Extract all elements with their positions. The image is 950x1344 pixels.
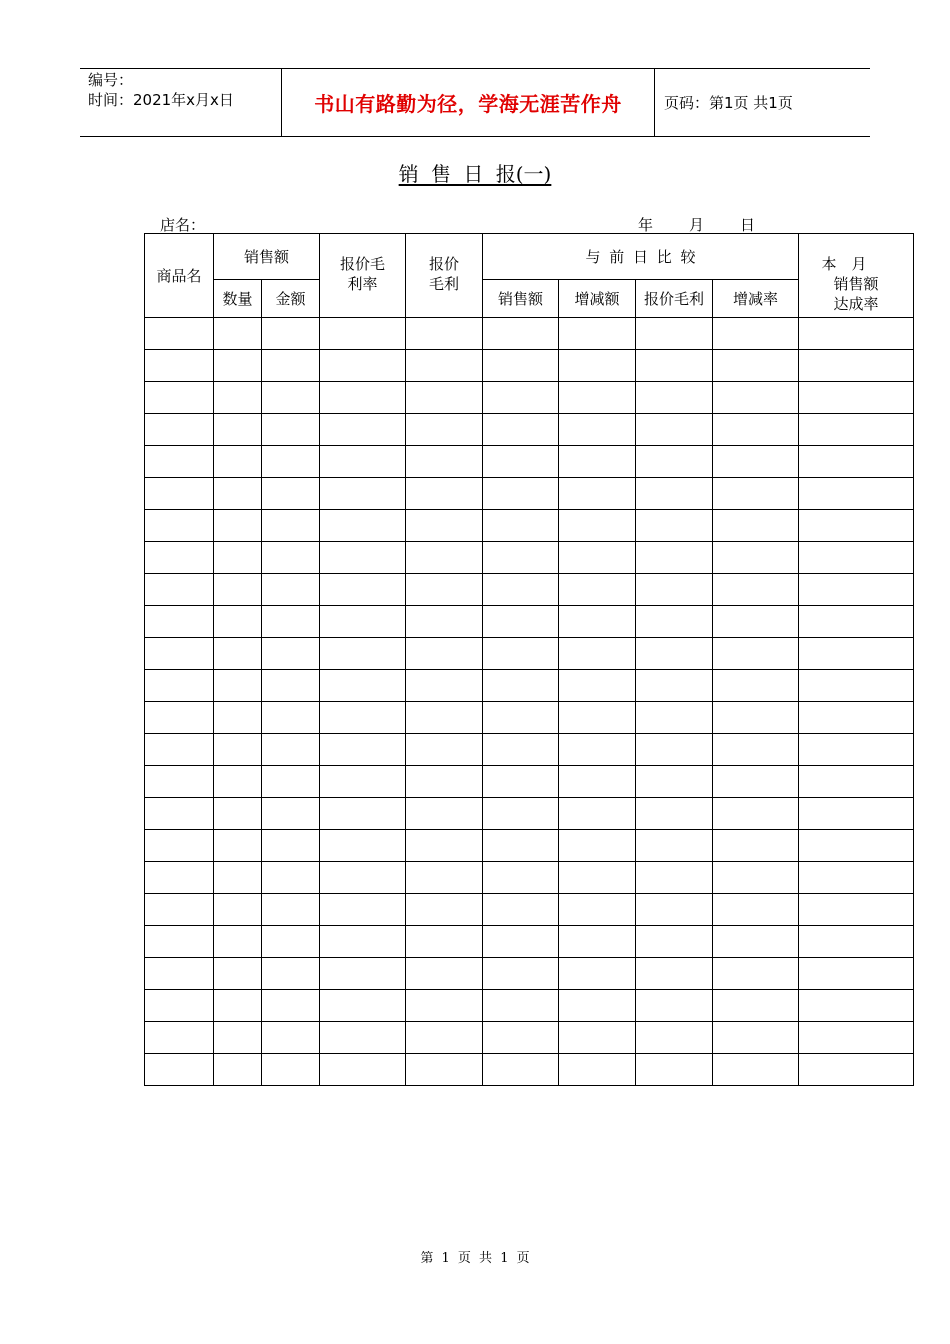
table-cell [145, 766, 214, 798]
table-cell [799, 766, 914, 798]
table-cell [406, 894, 483, 926]
table-cell [636, 382, 713, 414]
table-cell [320, 1022, 406, 1054]
table-cell [320, 830, 406, 862]
table-cell [559, 350, 636, 382]
table-cell [636, 862, 713, 894]
table-row [145, 958, 914, 990]
col-cmp-change: 增减额 [559, 280, 636, 318]
table-cell [406, 382, 483, 414]
table-cell [145, 446, 214, 478]
table-cell [483, 766, 559, 798]
date-year: 年 [638, 216, 654, 234]
table-cell [799, 702, 914, 734]
table-cell [145, 414, 214, 446]
table-cell [483, 702, 559, 734]
table-cell [559, 542, 636, 574]
table-cell [799, 1022, 914, 1054]
table-cell [145, 670, 214, 702]
table-cell [320, 926, 406, 958]
table-cell [214, 670, 262, 702]
table-cell [214, 702, 262, 734]
page-title-text: 销 售 日 报(一) [398, 162, 552, 186]
table-cell [214, 1054, 262, 1086]
table-cell [636, 990, 713, 1022]
sales-table [144, 233, 914, 1086]
table-cell [214, 574, 262, 606]
table-cell [636, 414, 713, 446]
table-cell [713, 414, 799, 446]
col-month-achievement [799, 234, 914, 318]
table-row [145, 734, 914, 766]
table-cell [713, 990, 799, 1022]
col-quote-margin-rate-text: 报价毛利率 [339, 255, 385, 293]
table-cell [636, 670, 713, 702]
time-label: 时间：2021年x月x日 [88, 91, 234, 109]
table-cell [799, 798, 914, 830]
table-row [145, 638, 914, 670]
table-cell [799, 350, 914, 382]
table-cell [559, 798, 636, 830]
table-cell [406, 830, 483, 862]
table-cell [214, 638, 262, 670]
table-cell [214, 862, 262, 894]
table-cell [713, 894, 799, 926]
table-cell [636, 830, 713, 862]
table-cell [559, 894, 636, 926]
table-cell [262, 510, 320, 542]
table-cell [483, 574, 559, 606]
table-cell [214, 1022, 262, 1054]
table-cell [406, 958, 483, 990]
table-row [145, 894, 914, 926]
table-cell [262, 350, 320, 382]
table-cell [406, 574, 483, 606]
table-cell [799, 478, 914, 510]
table-cell [214, 606, 262, 638]
motto: 书山有路勤为径，学海无涯苦作舟 [314, 91, 622, 116]
table-cell [406, 606, 483, 638]
table-cell [214, 926, 262, 958]
table-cell [713, 766, 799, 798]
table-cell [214, 734, 262, 766]
table-row [145, 926, 914, 958]
table-cell [320, 606, 406, 638]
page-footer: 第 1 页 共 1 页 [420, 1251, 530, 1266]
date-month: 月 [689, 216, 705, 234]
col-qty: 数量 [214, 280, 262, 318]
table-row [145, 990, 914, 1022]
table-cell [145, 830, 214, 862]
table-cell [320, 574, 406, 606]
table-cell [559, 478, 636, 510]
table-cell [262, 1022, 320, 1054]
table-cell [713, 446, 799, 478]
col-amount: 金额 [262, 280, 320, 318]
table-row [145, 830, 914, 862]
table-cell [145, 958, 214, 990]
table-cell [713, 542, 799, 574]
table-cell [559, 990, 636, 1022]
table-cell [636, 638, 713, 670]
table-cell [713, 1054, 799, 1086]
table-cell [483, 926, 559, 958]
table-cell [483, 830, 559, 862]
table-cell [320, 382, 406, 414]
table-cell [262, 958, 320, 990]
table-cell [559, 1054, 636, 1086]
table-cell [713, 606, 799, 638]
table-cell [145, 1022, 214, 1054]
col-sales: 销售额 [214, 234, 320, 280]
table-cell [713, 862, 799, 894]
table-cell [214, 542, 262, 574]
table-cell [145, 702, 214, 734]
table-cell [559, 638, 636, 670]
table-cell [559, 606, 636, 638]
table-cell [636, 478, 713, 510]
table-cell [145, 382, 214, 414]
page-label: 页码：第1页 共1页 [664, 94, 793, 112]
table-cell [406, 798, 483, 830]
table-cell [262, 894, 320, 926]
number-label: 编号： [88, 71, 134, 89]
table-cell [799, 510, 914, 542]
table-cell [713, 734, 799, 766]
table-row [145, 1022, 914, 1054]
page-title [0, 158, 950, 187]
table-cell [214, 510, 262, 542]
table-cell [799, 734, 914, 766]
table-cell [145, 798, 214, 830]
table-cell [262, 830, 320, 862]
table-cell [320, 638, 406, 670]
table-cell [320, 862, 406, 894]
table-cell [214, 766, 262, 798]
table-cell [145, 318, 214, 350]
table-cell [145, 510, 214, 542]
table-cell [559, 318, 636, 350]
table-cell [799, 958, 914, 990]
table-row [145, 350, 914, 382]
table-cell [145, 734, 214, 766]
table-cell [406, 1022, 483, 1054]
table-cell [559, 670, 636, 702]
table-cell [483, 382, 559, 414]
table-cell [636, 542, 713, 574]
table-cell [636, 894, 713, 926]
table-cell [214, 414, 262, 446]
table-cell [799, 1054, 914, 1086]
table-cell [636, 350, 713, 382]
table-cell [214, 894, 262, 926]
table-cell [145, 350, 214, 382]
col-month-a: 本 月 [821, 255, 867, 273]
table-cell [559, 510, 636, 542]
table-cell [320, 414, 406, 446]
table-cell [636, 958, 713, 990]
table-cell [214, 382, 262, 414]
col-quote-margin-rate [320, 234, 406, 318]
table-cell [406, 702, 483, 734]
table-cell [406, 1054, 483, 1086]
table-cell [214, 478, 262, 510]
date-day: 日 [740, 216, 756, 234]
table-cell [483, 798, 559, 830]
table-cell [320, 1054, 406, 1086]
col-quote-margin [406, 234, 483, 318]
table-cell [559, 862, 636, 894]
table-cell [799, 670, 914, 702]
table-cell [713, 382, 799, 414]
table-cell [145, 478, 214, 510]
table-cell [636, 606, 713, 638]
table-cell [799, 638, 914, 670]
table-cell [406, 350, 483, 382]
table-cell [320, 542, 406, 574]
table-cell [483, 862, 559, 894]
table-cell [799, 318, 914, 350]
table-cell [262, 382, 320, 414]
table-cell [406, 926, 483, 958]
table-cell [713, 574, 799, 606]
table-cell [799, 606, 914, 638]
table-cell [262, 862, 320, 894]
table-cell [145, 574, 214, 606]
table-cell [406, 446, 483, 478]
table-row [145, 446, 914, 478]
table-cell [406, 638, 483, 670]
table-cell [483, 446, 559, 478]
table-cell [713, 830, 799, 862]
table-cell [406, 414, 483, 446]
table-cell [483, 542, 559, 574]
table-cell [320, 766, 406, 798]
table-cell [145, 638, 214, 670]
table-cell [214, 350, 262, 382]
table-cell [214, 830, 262, 862]
table-row [145, 510, 914, 542]
table-cell [483, 414, 559, 446]
table-cell [713, 638, 799, 670]
table-cell [406, 990, 483, 1022]
table-cell [262, 670, 320, 702]
table-cell [262, 638, 320, 670]
table-cell [636, 702, 713, 734]
table-cell [320, 318, 406, 350]
table-cell [636, 1054, 713, 1086]
table-cell [799, 574, 914, 606]
table-cell [262, 990, 320, 1022]
table-cell [214, 798, 262, 830]
table-cell [320, 510, 406, 542]
table-cell [320, 798, 406, 830]
table-cell [799, 542, 914, 574]
table-row [145, 670, 914, 702]
col-compare: 与 前 日 比 较 [483, 234, 799, 280]
table-row [145, 478, 914, 510]
col-month-b: 销售额 [833, 275, 879, 293]
store-label: 店名： [160, 216, 206, 234]
table-cell [559, 958, 636, 990]
table-cell [214, 446, 262, 478]
table-cell [799, 926, 914, 958]
table-cell [262, 798, 320, 830]
table-cell [636, 926, 713, 958]
table-cell [262, 734, 320, 766]
header-info [88, 70, 234, 110]
table-cell [320, 734, 406, 766]
table-row [145, 414, 914, 446]
table-cell [262, 318, 320, 350]
table-row [145, 382, 914, 414]
table-cell [559, 830, 636, 862]
header-bottom-rule [80, 136, 870, 137]
table-cell [406, 862, 483, 894]
col-quote-margin-text: 报价毛利 [428, 255, 459, 293]
table-cell [214, 958, 262, 990]
table-cell [559, 574, 636, 606]
table-cell [320, 702, 406, 734]
table-cell [636, 318, 713, 350]
table-cell [713, 350, 799, 382]
table-cell [483, 734, 559, 766]
table-cell [262, 766, 320, 798]
table-cell [713, 926, 799, 958]
table-cell [145, 1054, 214, 1086]
table-cell [406, 734, 483, 766]
table-cell [483, 318, 559, 350]
col-month-c: 达成率 [833, 295, 879, 313]
table-row [145, 1054, 914, 1086]
table-cell [799, 414, 914, 446]
table-cell [320, 670, 406, 702]
table-cell [559, 926, 636, 958]
table-cell [145, 926, 214, 958]
table-cell [713, 510, 799, 542]
table-cell [262, 702, 320, 734]
header-divider-right [654, 68, 655, 136]
table-cell [636, 574, 713, 606]
table-cell [145, 862, 214, 894]
table-cell [214, 318, 262, 350]
table-cell [320, 478, 406, 510]
table-cell [713, 1022, 799, 1054]
table-cell [559, 1022, 636, 1054]
table-cell [262, 574, 320, 606]
table-cell [713, 478, 799, 510]
table-cell [483, 670, 559, 702]
table-cell [636, 798, 713, 830]
table-cell [406, 478, 483, 510]
table-cell [320, 446, 406, 478]
table-cell [262, 446, 320, 478]
table-cell [262, 926, 320, 958]
table-cell [483, 1054, 559, 1086]
table-cell [320, 958, 406, 990]
table-cell [799, 894, 914, 926]
table-body [145, 318, 914, 1086]
table-cell [320, 894, 406, 926]
table-cell [406, 766, 483, 798]
table-cell [799, 862, 914, 894]
table-cell [145, 606, 214, 638]
table-cell [320, 990, 406, 1022]
table-cell [262, 478, 320, 510]
table-cell [559, 382, 636, 414]
table-cell [799, 446, 914, 478]
table-cell [214, 990, 262, 1022]
table-cell [483, 606, 559, 638]
table-cell [799, 990, 914, 1022]
table-cell [713, 670, 799, 702]
table-cell [483, 958, 559, 990]
table-row [145, 862, 914, 894]
table-cell [636, 734, 713, 766]
table-cell [406, 542, 483, 574]
table-row [145, 702, 914, 734]
table-cell [636, 1022, 713, 1054]
col-cmp-quote-margin: 报价毛利 [636, 280, 713, 318]
table-cell [262, 414, 320, 446]
table-cell [799, 382, 914, 414]
table-cell [406, 510, 483, 542]
col-product: 商品名 [145, 234, 214, 318]
table-cell [406, 318, 483, 350]
table-cell [145, 990, 214, 1022]
table-cell [636, 766, 713, 798]
table-cell [483, 478, 559, 510]
table-cell [559, 734, 636, 766]
table-cell [262, 606, 320, 638]
table-cell [713, 798, 799, 830]
table-cell [145, 894, 214, 926]
table-cell [483, 350, 559, 382]
table-row [145, 574, 914, 606]
table-cell [713, 318, 799, 350]
table-cell [559, 702, 636, 734]
table-row [145, 766, 914, 798]
table-cell [145, 542, 214, 574]
table-cell [713, 702, 799, 734]
table-cell [320, 350, 406, 382]
col-cmp-change-rate: 增减率 [713, 280, 799, 318]
table-cell [483, 990, 559, 1022]
table-cell [406, 670, 483, 702]
table-cell [483, 510, 559, 542]
table-row [145, 542, 914, 574]
table-cell [559, 446, 636, 478]
table-cell [799, 830, 914, 862]
table-cell [713, 958, 799, 990]
table-row [145, 606, 914, 638]
col-cmp-sales: 销售额 [483, 280, 559, 318]
table-cell [636, 446, 713, 478]
table-cell [483, 1022, 559, 1054]
table-cell [483, 894, 559, 926]
table-row [145, 318, 914, 350]
table-row [145, 798, 914, 830]
table-cell [483, 638, 559, 670]
table-cell [262, 1054, 320, 1086]
table-cell [559, 766, 636, 798]
table-cell [636, 510, 713, 542]
table-cell [262, 542, 320, 574]
table-cell [559, 414, 636, 446]
